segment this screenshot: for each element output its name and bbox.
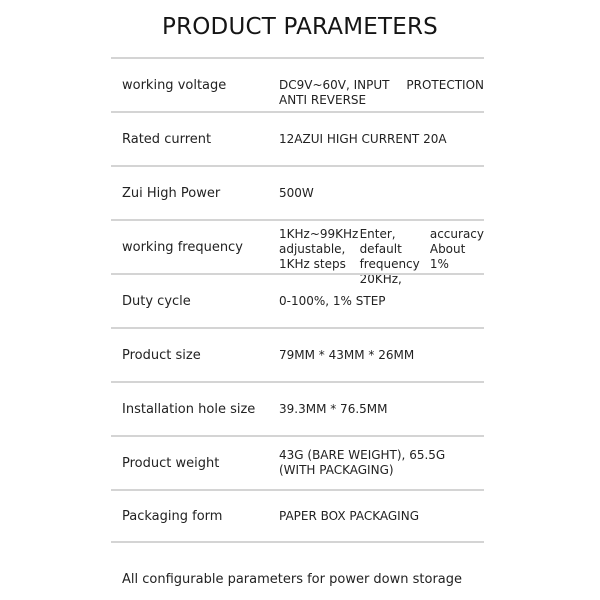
- value-line: 43G (BARE WEIGHT), 65.5G: [279, 448, 446, 462]
- table-row: [111, 273, 484, 327]
- parameters-table: [111, 57, 484, 543]
- table-row: [111, 489, 484, 543]
- row-label: Product weight: [122, 455, 220, 471]
- row-value: [279, 59, 484, 111]
- row-label: Packaging form: [122, 508, 223, 524]
- value-line: 79MM * 43MM * 26MM: [279, 347, 415, 362]
- table-row: [111, 57, 484, 111]
- value-line: DC9V~60V, INPUT ANTI REVERSE: [279, 78, 390, 107]
- value-line: 39.3MM * 76.5MM: [279, 401, 388, 416]
- row-value: [279, 113, 484, 165]
- value-line: PROTECTION: [406, 78, 484, 92]
- row-value: [279, 167, 484, 219]
- row-value: [279, 275, 484, 327]
- table-row: [111, 165, 484, 219]
- value-line: PAPER BOX PACKAGING: [279, 508, 419, 523]
- row-value: [279, 491, 484, 541]
- row-label: Duty cycle: [122, 293, 191, 309]
- row-value: [279, 221, 484, 286]
- table-row: [111, 327, 484, 381]
- footer-note: All configurable parameters for power down storage: [122, 572, 463, 587]
- row-value: [279, 329, 484, 381]
- row-label: Installation hole size: [122, 401, 256, 417]
- row-label: working voltage: [122, 77, 227, 93]
- table-row: [111, 219, 484, 286]
- value-line: (WITH PACKAGING): [279, 463, 394, 477]
- row-label: Zui High Power: [122, 185, 221, 201]
- table-row: [111, 381, 484, 435]
- value-line: accuracy About 1%: [429, 227, 484, 271]
- value-line: Enter, default frequency 20KHz,: [359, 227, 420, 286]
- value-line: 0-100%, 1% STEP: [279, 293, 386, 308]
- row-value: [279, 437, 484, 489]
- table-row: [111, 435, 484, 489]
- value-line: 12AZUI HIGH CURRENT 20A: [279, 131, 447, 146]
- row-value: [279, 383, 484, 435]
- value-line: 1KHz~99KHz adjustable, 1KHz steps: [279, 227, 359, 271]
- row-label: Product size: [122, 347, 201, 363]
- value-line: 500W: [279, 185, 314, 200]
- row-label: working frequency: [122, 239, 243, 255]
- table-row: [111, 111, 484, 165]
- row-label: Rated current: [122, 131, 212, 147]
- page-title: PRODUCT PARAMETERS: [162, 14, 438, 40]
